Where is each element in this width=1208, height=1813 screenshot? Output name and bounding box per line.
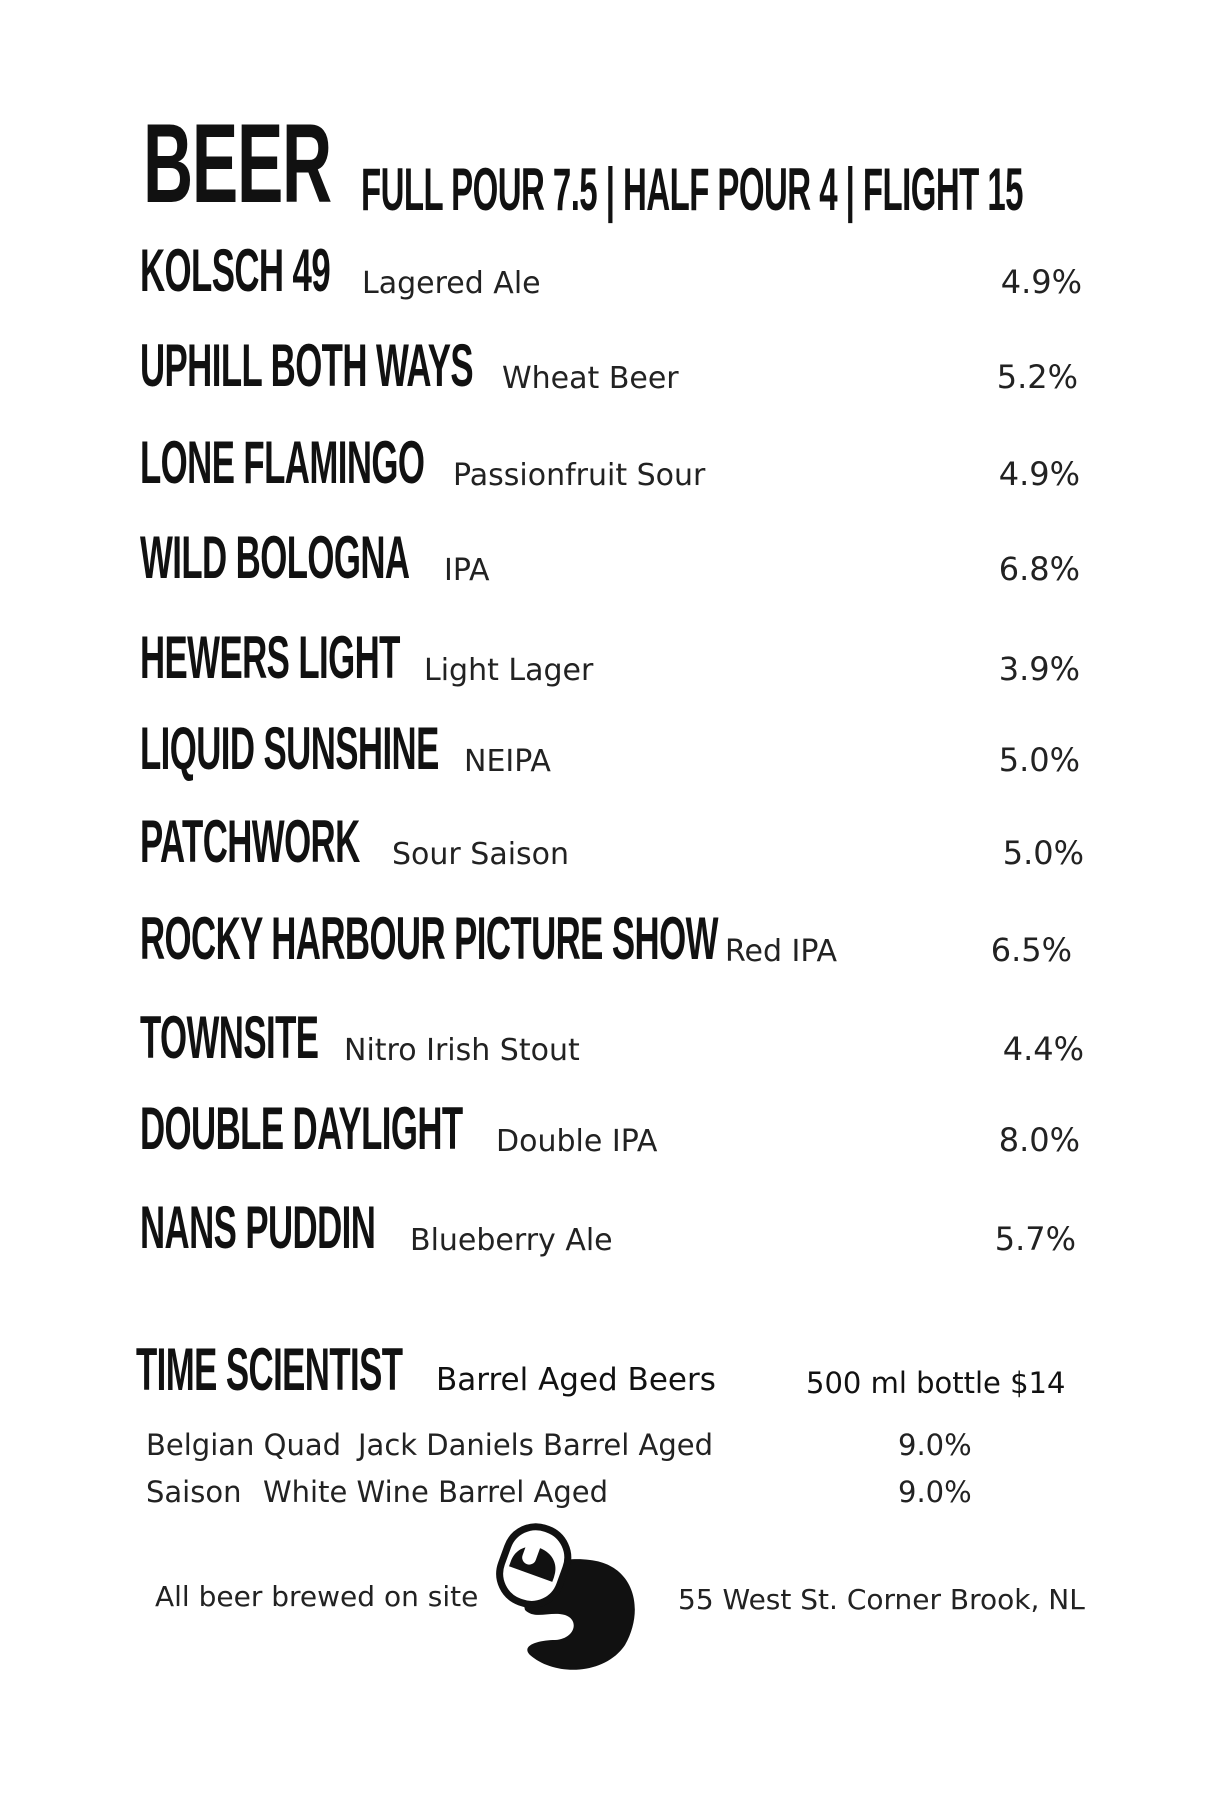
beer-name: ROCKY HARBOUR PICTURE SHOW: [140, 905, 718, 972]
list-item: [140, 330, 1090, 410]
beer-abv: 6.5%: [990, 931, 1072, 969]
beer-style: Lagered Ale: [362, 266, 541, 301]
beer-style: NEIPA: [464, 744, 551, 779]
beer-abv: 8.0%: [998, 1121, 1080, 1159]
beer-abv: 4.9%: [998, 455, 1080, 493]
beer-abv: 4.9%: [1000, 263, 1082, 301]
beer-name: DOUBLE DAYLIGHT: [140, 1095, 463, 1162]
beer-style: IPA: [444, 553, 490, 588]
beer-name: KOLSCH 49: [140, 237, 331, 304]
bottle-price: 500 ml bottle $14: [806, 1366, 1066, 1400]
beer-name: LONE FLAMINGO: [140, 429, 425, 496]
beer-abv: 6.8%: [998, 550, 1080, 588]
beer-name: LIQUID SUNSHINE: [140, 715, 439, 782]
list-item: [140, 1002, 1090, 1082]
beer-name: TOWNSITE: [140, 1004, 319, 1071]
list-item: [140, 1093, 1090, 1173]
barrel-beer-style: Saison: [146, 1475, 242, 1509]
beer-style: Passionfruit Sour: [453, 458, 706, 493]
beer-style: Red IPA: [725, 934, 838, 969]
beer-name: NANS PUDDIN: [140, 1194, 376, 1261]
list-item: [140, 806, 1090, 886]
footer: [0, 1505, 1208, 1685]
beer-name: HEWERS LIGHT: [140, 624, 400, 691]
beer-name: UPHILL BOTH WAYS: [140, 332, 473, 399]
beer-name: WILD BOLOGNA: [140, 524, 410, 591]
beer-abv: 5.2%: [996, 358, 1078, 396]
list-item: [140, 522, 1090, 602]
barrel-aging: Jack Daniels Barrel Aged: [358, 1428, 714, 1462]
beer-style: Blueberry Ale: [410, 1223, 613, 1258]
beer-style: Sour Saison: [392, 837, 570, 872]
menu-header: [143, 100, 1083, 230]
beer-name: PATCHWORK: [140, 808, 360, 875]
beer-abv: 5.7%: [994, 1220, 1076, 1258]
beer-style: Nitro Irish Stout: [344, 1033, 580, 1068]
barrel-abv: 9.0%: [898, 1428, 972, 1462]
beer-abv: 5.0%: [998, 741, 1080, 779]
beer-style: Light Lager: [424, 653, 594, 688]
list-item: [140, 903, 1090, 983]
barrel-abv: 9.0%: [898, 1475, 972, 1509]
brewed-note: All beer brewed on site: [155, 1580, 479, 1613]
beer-abv: 3.9%: [998, 650, 1080, 688]
pour-prices: FULL POUR 7.5 | HALF POUR 4 | FLIGHT 15: [361, 156, 1023, 223]
time-scientist-style: Barrel Aged Beers: [436, 1362, 716, 1398]
address: 55 West St. Corner Brook, NL: [678, 1583, 1085, 1616]
time-scientist-section: [136, 1330, 1086, 1410]
beer-style: Double IPA: [496, 1124, 658, 1159]
list-item: [140, 235, 1090, 315]
list-item: [140, 713, 1090, 793]
brewery-logo-icon: [485, 1515, 645, 1675]
barrel-beer-style: Belgian Quad: [146, 1428, 342, 1462]
list-item: [140, 1192, 1090, 1272]
list-item: [140, 427, 1090, 507]
beer-abv: 5.0%: [1002, 834, 1084, 872]
list-item: [146, 1428, 1006, 1468]
page-title: BEER: [143, 101, 331, 226]
list-item: [140, 622, 1090, 702]
time-scientist-name: TIME SCIENTIST: [136, 1336, 403, 1403]
barrel-aging: White Wine Barrel Aged: [263, 1475, 609, 1509]
beer-abv: 4.4%: [1002, 1030, 1084, 1068]
beer-style: Wheat Beer: [502, 361, 679, 396]
